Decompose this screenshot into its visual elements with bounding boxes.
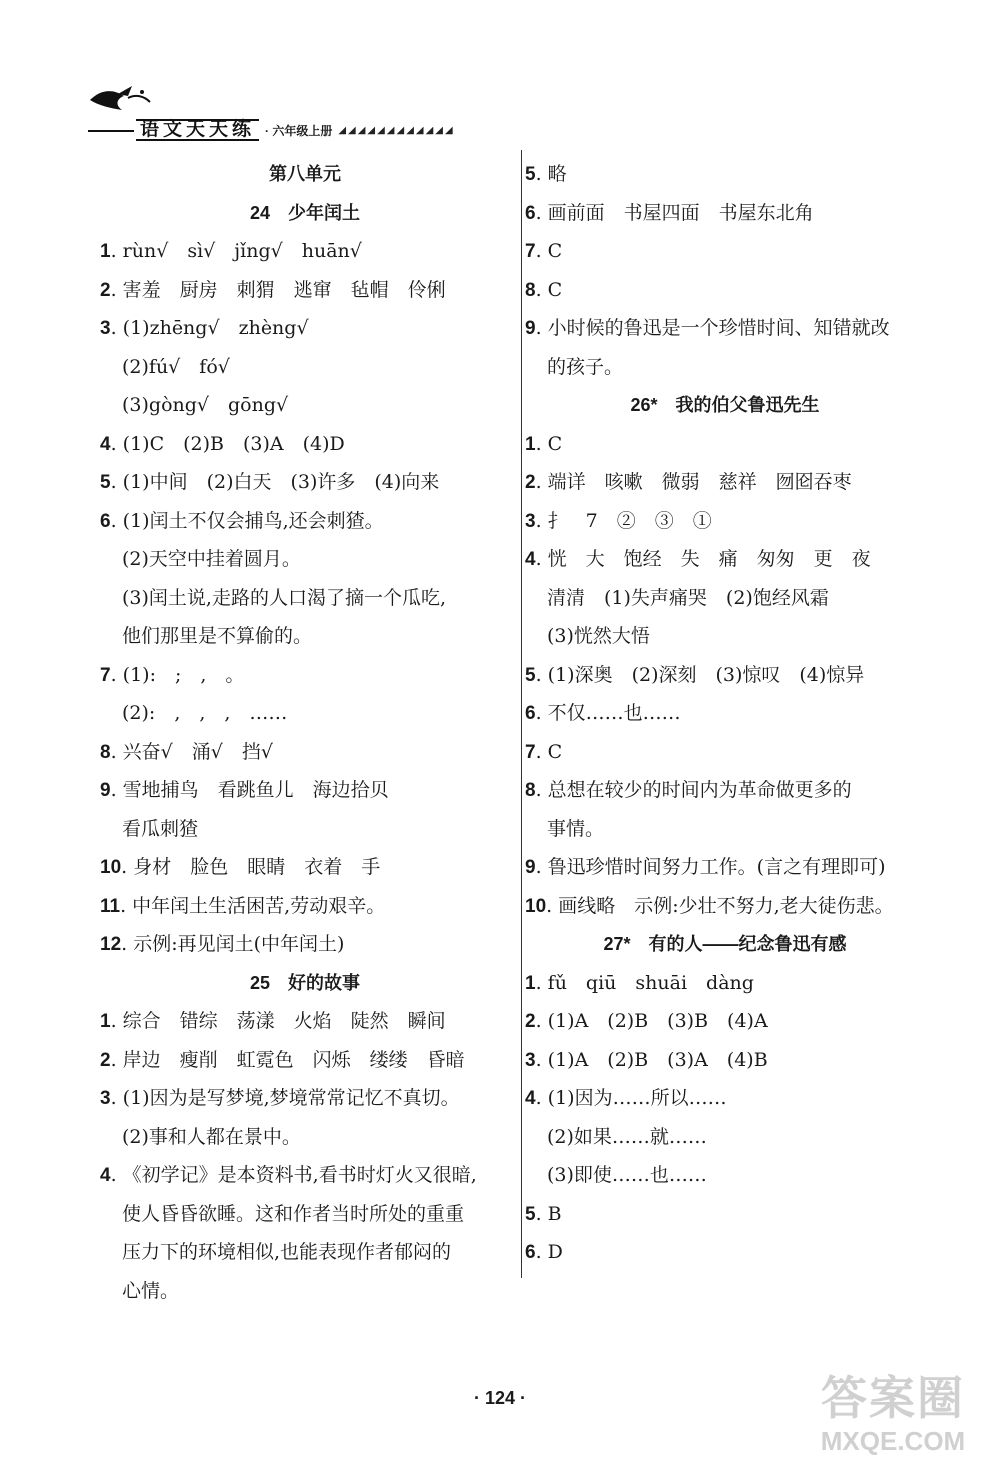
answer-text: . 示例:再见闰土(中年闰土)	[121, 933, 345, 955]
answer-item	[525, 1041, 925, 1080]
answer-text: . 身材 脸色 眼睛 衣着 手	[121, 856, 381, 878]
right-answer-column	[525, 155, 925, 1272]
answer-number: 3	[100, 1088, 111, 1109]
answer-continuation: (3)闰土说,走路的人口渴了摘一个瓜吃,	[122, 586, 446, 609]
section-title: 25 好的故事	[249, 972, 361, 993]
answer-item	[525, 733, 925, 772]
answer-number: 7	[100, 664, 111, 686]
answer-text: . fǔ qiū shuāi dàng	[535, 971, 754, 994]
answer-number: 5	[100, 472, 111, 493]
answer-item	[525, 502, 925, 541]
answer-text: . C	[535, 740, 563, 763]
answer-number: 8	[525, 279, 536, 301]
answer-continuation: 的孩子。	[547, 355, 624, 378]
answer-continuation: 清清 (1)失声痛哭 (2)饱经风霜	[547, 586, 829, 609]
book-grade: · 六年级上册	[265, 123, 333, 138]
answer-continuation: (3)gòng√ gōng√	[122, 394, 289, 416]
answer-number: 10	[100, 857, 122, 878]
answer-text: . 扌 7 ② ③ ①	[535, 509, 712, 532]
answer-continuation: 心情。	[122, 1279, 180, 1302]
answer-continuation: (2): , , , ……	[122, 702, 288, 724]
answer-number: 12	[100, 934, 122, 955]
answer-number: 1	[525, 433, 536, 455]
answer-text: . (1)因为……所以……	[535, 1087, 727, 1109]
answer-item	[100, 232, 510, 271]
answer-text: . (1): ; , 。	[110, 663, 245, 686]
answer-text: . 画线略 示例:少壮不努力,老大徒伤悲。	[546, 894, 894, 917]
answer-number: 2	[100, 1049, 111, 1071]
answer-item	[525, 771, 925, 810]
answer-number: 3	[525, 510, 536, 532]
answer-number: 3	[525, 1049, 536, 1071]
answer-number: 4	[525, 549, 536, 570]
section-title: 第八单元	[269, 164, 341, 184]
answer-number: 11	[100, 895, 121, 917]
answer-item	[525, 1195, 925, 1234]
book-title: 语文天天练	[136, 119, 259, 141]
answer-item	[525, 194, 925, 233]
answer-continuation: 压力下的环境相似,也能表现作者郁闷的	[122, 1241, 452, 1263]
watermark-text-en: MXQE.COM	[820, 1426, 966, 1456]
answer-item	[100, 425, 510, 464]
answer-number: 4	[100, 1165, 111, 1186]
answer-number: 3	[100, 318, 111, 339]
answer-number: 6	[525, 703, 536, 724]
answer-item	[525, 1233, 925, 1272]
answer-text: . 略	[535, 163, 567, 185]
answer-item	[100, 1156, 510, 1195]
answer-text: . B	[535, 1202, 562, 1225]
answer-number: 1	[525, 972, 536, 994]
answer-text: . (1)C (2)B (3)A (4)D	[110, 432, 345, 455]
answer-text: . 雪地捕鸟 看跳鱼儿 海边拾贝	[110, 779, 389, 801]
answer-text: . (1)A (2)B (3)B (4)A	[535, 1010, 768, 1032]
answer-number: 1	[100, 1011, 111, 1032]
answer-text: . 兴奋√ 涌√ 挡√	[110, 740, 273, 763]
answer-number: 10	[525, 895, 547, 917]
answer-item	[525, 887, 925, 926]
answer-text: . 端详 咳嗽 微弱 慈祥 囫囵吞枣	[535, 471, 852, 493]
answer-item	[525, 848, 925, 887]
answer-number: 5	[525, 1203, 536, 1225]
answer-item	[525, 1079, 925, 1118]
answer-number: 5	[525, 664, 536, 686]
answer-number: 9	[100, 780, 111, 801]
answer-number: 6	[525, 1242, 536, 1263]
answer-text: . 小时候的鲁迅是一个珍惜时间、知错就改	[535, 317, 890, 339]
answer-number: 9	[525, 318, 536, 339]
answer-text: . 害羞 厨房 刺猬 逃窜 毡帽 伶俐	[110, 278, 446, 301]
answer-continuation: (2)天空中挂着圆月。	[122, 548, 301, 570]
answer-item	[100, 1041, 510, 1080]
answer-item	[525, 309, 925, 348]
section-title: 24 少年闰土	[249, 202, 361, 223]
answer-item	[100, 733, 510, 772]
header-title-bar	[88, 119, 508, 140]
answer-item	[525, 1002, 925, 1041]
answer-number: 2	[525, 1011, 536, 1032]
answer-item	[100, 771, 510, 810]
bird-logo-icon	[88, 84, 158, 114]
answer-item	[100, 1079, 510, 1118]
answer-text: . 综合 错综 荡漾 火焰 陡然 瞬间	[110, 1010, 446, 1032]
answer-number: 2	[525, 472, 536, 493]
answer-item	[100, 1002, 510, 1041]
page-number: · 124 ·	[473, 1388, 527, 1408]
answer-number: 8	[100, 741, 111, 763]
answer-text: . 不仅……也……	[535, 702, 681, 724]
answer-number: 4	[100, 433, 111, 455]
answer-item	[525, 232, 925, 271]
answer-number: 4	[525, 1088, 536, 1109]
section-title: 27* 有的人——纪念鲁迅有感	[603, 934, 847, 954]
answer-text: . C	[535, 278, 563, 301]
answer-text: . rùn√ sì√ jǐng√ huān√	[110, 240, 362, 262]
section-title: 26* 我的伯父鲁迅先生	[630, 395, 820, 415]
answer-item	[525, 694, 925, 733]
answer-number: 7	[525, 741, 536, 763]
answer-number: 6	[100, 510, 111, 532]
answer-continuation: (3)恍然大悟	[547, 625, 650, 647]
watermark-logo	[808, 1370, 978, 1466]
answer-item	[525, 656, 925, 695]
answer-continuation: 看瓜刺猹	[122, 817, 199, 840]
answer-continuation: (2)fú√ fó√	[122, 355, 230, 378]
answer-item	[100, 887, 510, 926]
answer-continuation: (3)即使……也……	[547, 1164, 707, 1186]
answer-item	[100, 848, 510, 887]
answer-item	[525, 540, 925, 579]
answer-text: . 《初学记》是本资料书,看书时灯火又很暗,	[110, 1164, 477, 1186]
answer-number: 8	[525, 780, 536, 801]
answer-item	[525, 271, 925, 310]
answer-item	[100, 925, 510, 964]
watermark-text-cn: 答案圈	[821, 1372, 965, 1424]
answer-item	[100, 463, 510, 502]
answer-text: . (1)zhēng√ zhèng√	[110, 317, 309, 339]
answer-continuation: 使人昏昏欲睡。这和作者当时所处的重重	[122, 1202, 465, 1225]
answer-item	[100, 271, 510, 310]
answer-item	[525, 964, 925, 1003]
answer-continuation: 事情。	[547, 817, 605, 840]
answer-number: 5	[525, 164, 536, 185]
answer-text: . (1)闰土不仅会捕鸟,还会刺猹。	[110, 509, 384, 532]
left-answer-column	[100, 155, 510, 1310]
answer-text: . (1)中间 (2)白天 (3)许多 (4)向来	[110, 471, 440, 493]
answer-text: . 总想在较少的时间内为革命做更多的	[535, 779, 852, 801]
answer-number: 1	[100, 241, 111, 262]
answer-item	[100, 309, 510, 348]
answer-text: . (1)深奥 (2)深刻 (3)惊叹 (4)惊异	[535, 663, 865, 686]
answer-item	[100, 502, 510, 541]
answer-item	[525, 463, 925, 502]
answer-text: . 画前面 书屋四面 书屋东北角	[535, 201, 814, 224]
answer-number: 9	[525, 857, 536, 878]
answer-text: . C	[535, 240, 563, 262]
answer-number: 2	[100, 279, 111, 301]
answer-text: . C	[535, 432, 563, 455]
header-decoration: ◢◢◢◢◢◢◢◢◢◢◢◢	[338, 124, 455, 136]
answer-text: . 岸边 瘦削 虹霓色 闪烁 缕缕 昏暗	[110, 1048, 465, 1071]
answer-text: . D	[535, 1241, 563, 1263]
answer-number: 7	[525, 241, 536, 262]
page-header	[88, 84, 508, 144]
answer-item	[100, 656, 510, 695]
answer-continuation: (2)如果……就……	[547, 1125, 707, 1148]
answer-number: 6	[525, 202, 536, 224]
answer-continuation: 他们那里是不算偷的。	[122, 625, 313, 647]
column-divider	[521, 150, 522, 1278]
answer-text: . (1)因为是写梦境,梦境常常记忆不真切。	[110, 1087, 460, 1109]
answer-continuation: (2)事和人都在景中。	[122, 1125, 301, 1148]
answer-text: . 鲁迅珍惜时间努力工作。(言之有理即可)	[535, 856, 886, 878]
answer-item	[525, 155, 925, 194]
answer-text: . (1)A (2)B (3)A (4)B	[535, 1048, 768, 1071]
answer-text: . 恍 大 饱经 失 痛 匆匆 更 夜	[535, 548, 871, 570]
answer-text: . 中年闰土生活困苦,劳动艰辛。	[120, 894, 386, 917]
answer-item	[525, 425, 925, 464]
